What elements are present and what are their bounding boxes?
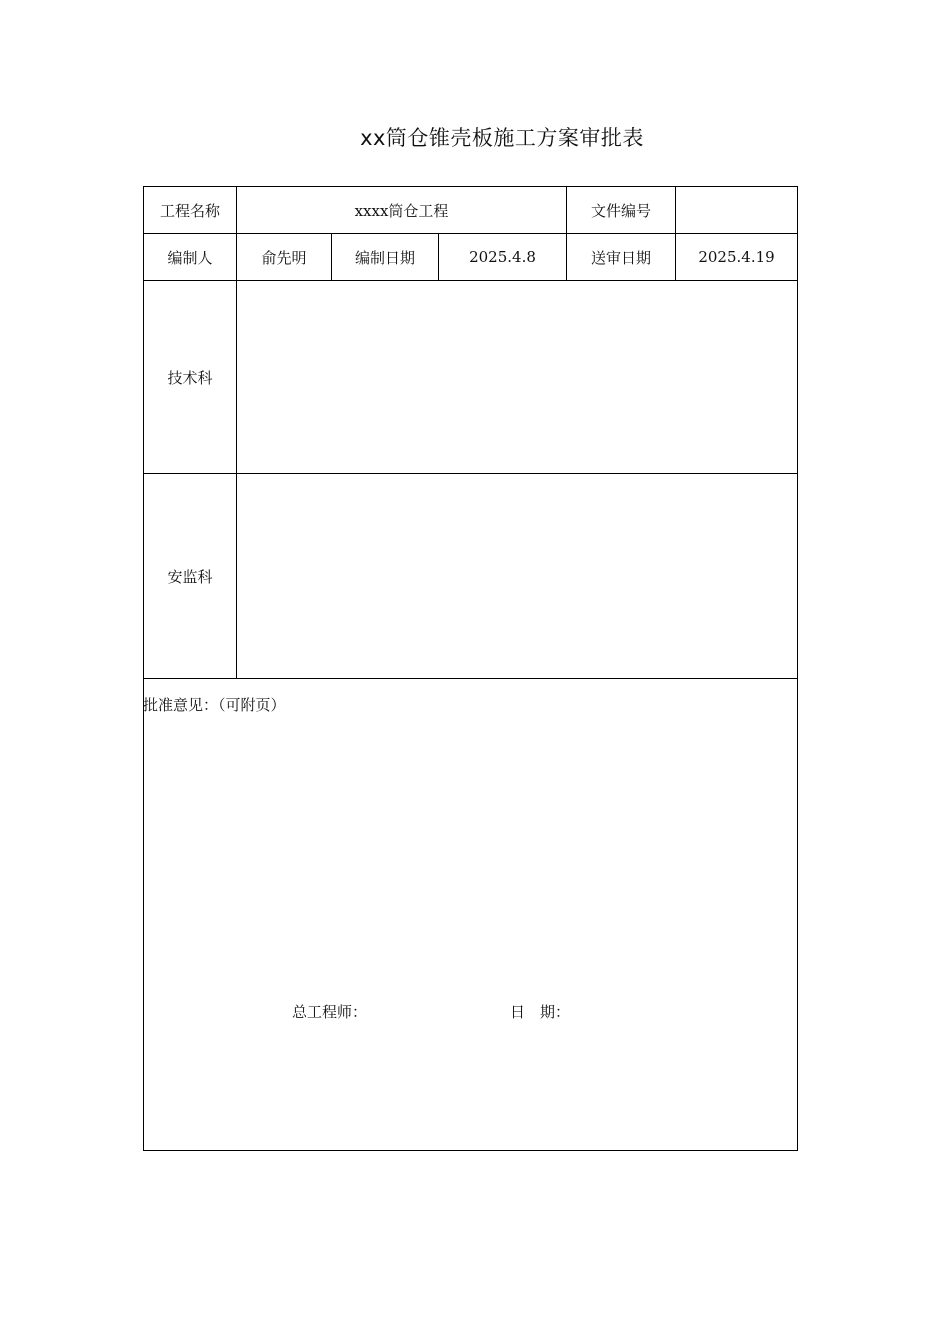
file-number-label: 文件编号 [590, 201, 651, 220]
author-value[interactable]: 俞先明 [261, 248, 307, 267]
safety-dept-opinion-area[interactable] [237, 474, 797, 678]
author-label: 编制人 [167, 248, 213, 267]
project-name-value[interactable]: xxxx筒仓工程 [354, 201, 449, 220]
submit-date-value[interactable]: 2025.4.19 [698, 248, 775, 266]
project-name-label: 工程名称 [159, 201, 220, 220]
safety-dept-label: 安监科 [167, 567, 213, 586]
approval-opinion-label: 批准意见：（可附页） [143, 696, 286, 714]
compile-date-value[interactable]: 2025.4.8 [469, 248, 536, 266]
tech-dept-opinion-area[interactable] [237, 281, 797, 473]
approval-date-label: 日 期： [510, 1003, 571, 1021]
compile-date-label: 编制日期 [354, 248, 415, 267]
tech-dept-label: 技术科 [167, 368, 213, 387]
form-title: xx筒仓锥壳板施工方案审批表 [360, 126, 644, 150]
file-number-value[interactable] [676, 187, 797, 233]
submit-date-label: 送审日期 [590, 248, 651, 267]
approval-form-table [143, 186, 798, 1151]
row-divider [143, 678, 798, 679]
chief-engineer-label: 总工程师： [292, 1003, 368, 1021]
